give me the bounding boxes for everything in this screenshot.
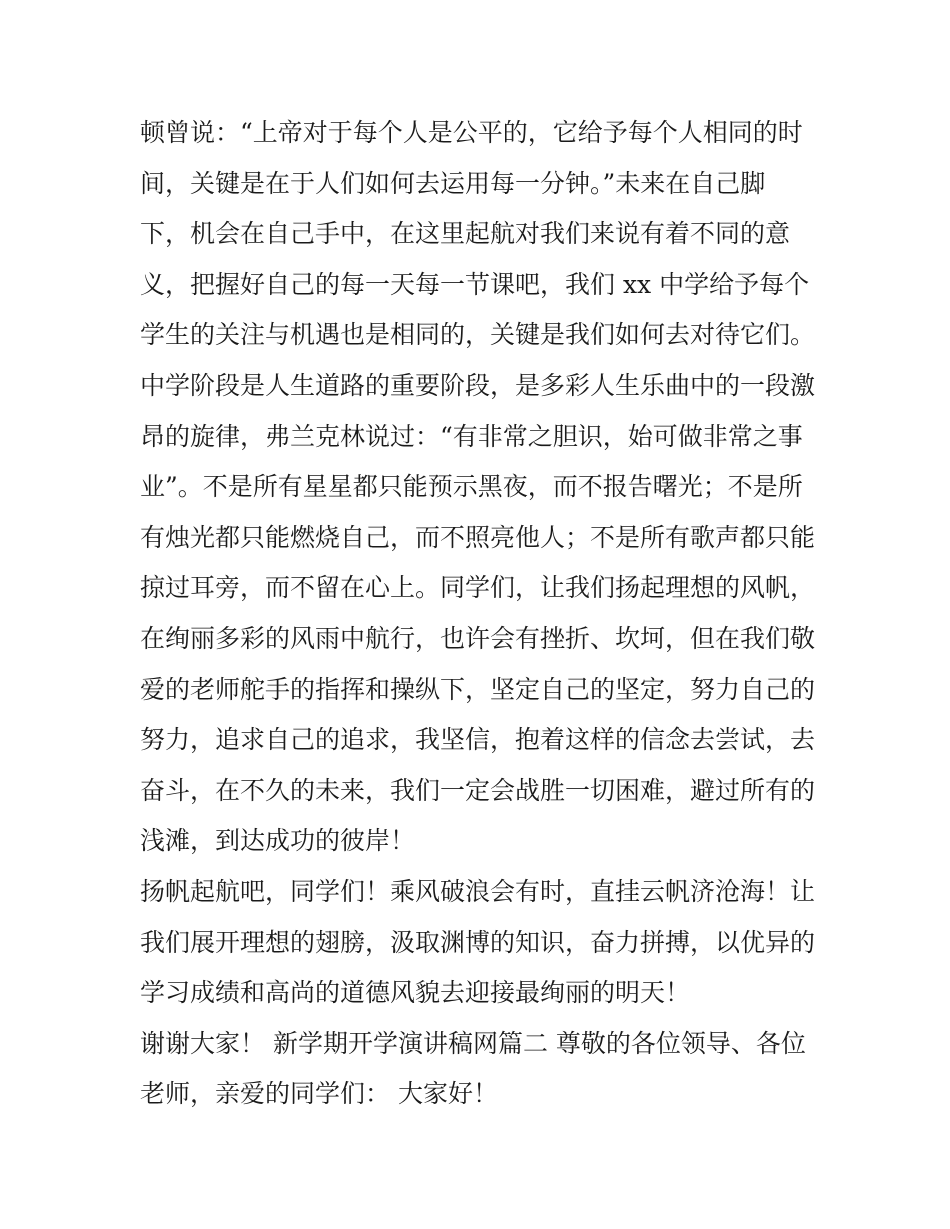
text-line: 奋斗，在不久的未来，我们一定会战胜一切困难，避过所有的 — [140, 775, 816, 805]
body-text — [140, 108, 830, 1120]
text-line: 在绚丽多彩的风雨中航行，也许会有挫折、坎坷，但在我们敬 — [140, 623, 816, 653]
text-line: 中学阶段是人生道路的重要阶段，是多彩人生乐曲中的一段激 — [140, 370, 816, 400]
text-line: 业”。不是所有星星都只能预示黑夜，而不报告曙光；不是所 — [140, 472, 803, 502]
text-line: 老师，亲爱的同学们： 大家好！ — [140, 1079, 498, 1109]
text-line: 扬帆起航吧，同学们！乘风破浪会有时，直挂云帆济沧海！让 — [140, 876, 816, 906]
text-line: 掠过耳旁，而不留在心上。同学们，让我们扬起理想的风帆， — [140, 573, 816, 603]
text-line: 学生的关注与机遇也是相同的，关键是我们如何去对待它们。 — [140, 320, 816, 350]
text-line: 谢谢大家！ 新学期开学演讲稿网篇二 尊敬的各位领导、各位 — [140, 1028, 806, 1058]
text-line: 浅滩，到达成功的彼岸！ — [140, 826, 416, 856]
text-line: 爱的老师舵手的指挥和操纵下，坚定自己的坚定，努力自己的 — [140, 674, 816, 704]
text-line: 学习成绩和高尚的道德风貌去迎接最绚丽的明天！ — [140, 978, 691, 1008]
text-line: 下，机会在自己手中，在这里起航对我们来说有着不同的意 — [140, 219, 791, 249]
text-line: 义，把握好自己的每一天每一节课吧，我们 xx 中学给予每个 — [140, 269, 810, 299]
text-line: 昂的旋律，弗兰克林说过：“有非常之胆识，始可做非常之事 — [140, 421, 803, 451]
text-line: 间，关键是在于人们如何去运用每一分钟。”未来在自己脚 — [140, 168, 766, 198]
text-line: 努力，追求自己的追求，我坚信，抱着这样的信念去尝试，去 — [140, 725, 816, 755]
text-line: 我们展开理想的翅膀，汲取渊博的知识，奋力拼搏，以优异的 — [140, 927, 816, 957]
text-line: 顿曾说：“上帝对于每个人是公平的，它给予每个人相同的时 — [140, 118, 803, 147]
text-line: 有烛光都只能燃烧自己，而不照亮他人；不是所有歌声都只能 — [140, 522, 816, 552]
